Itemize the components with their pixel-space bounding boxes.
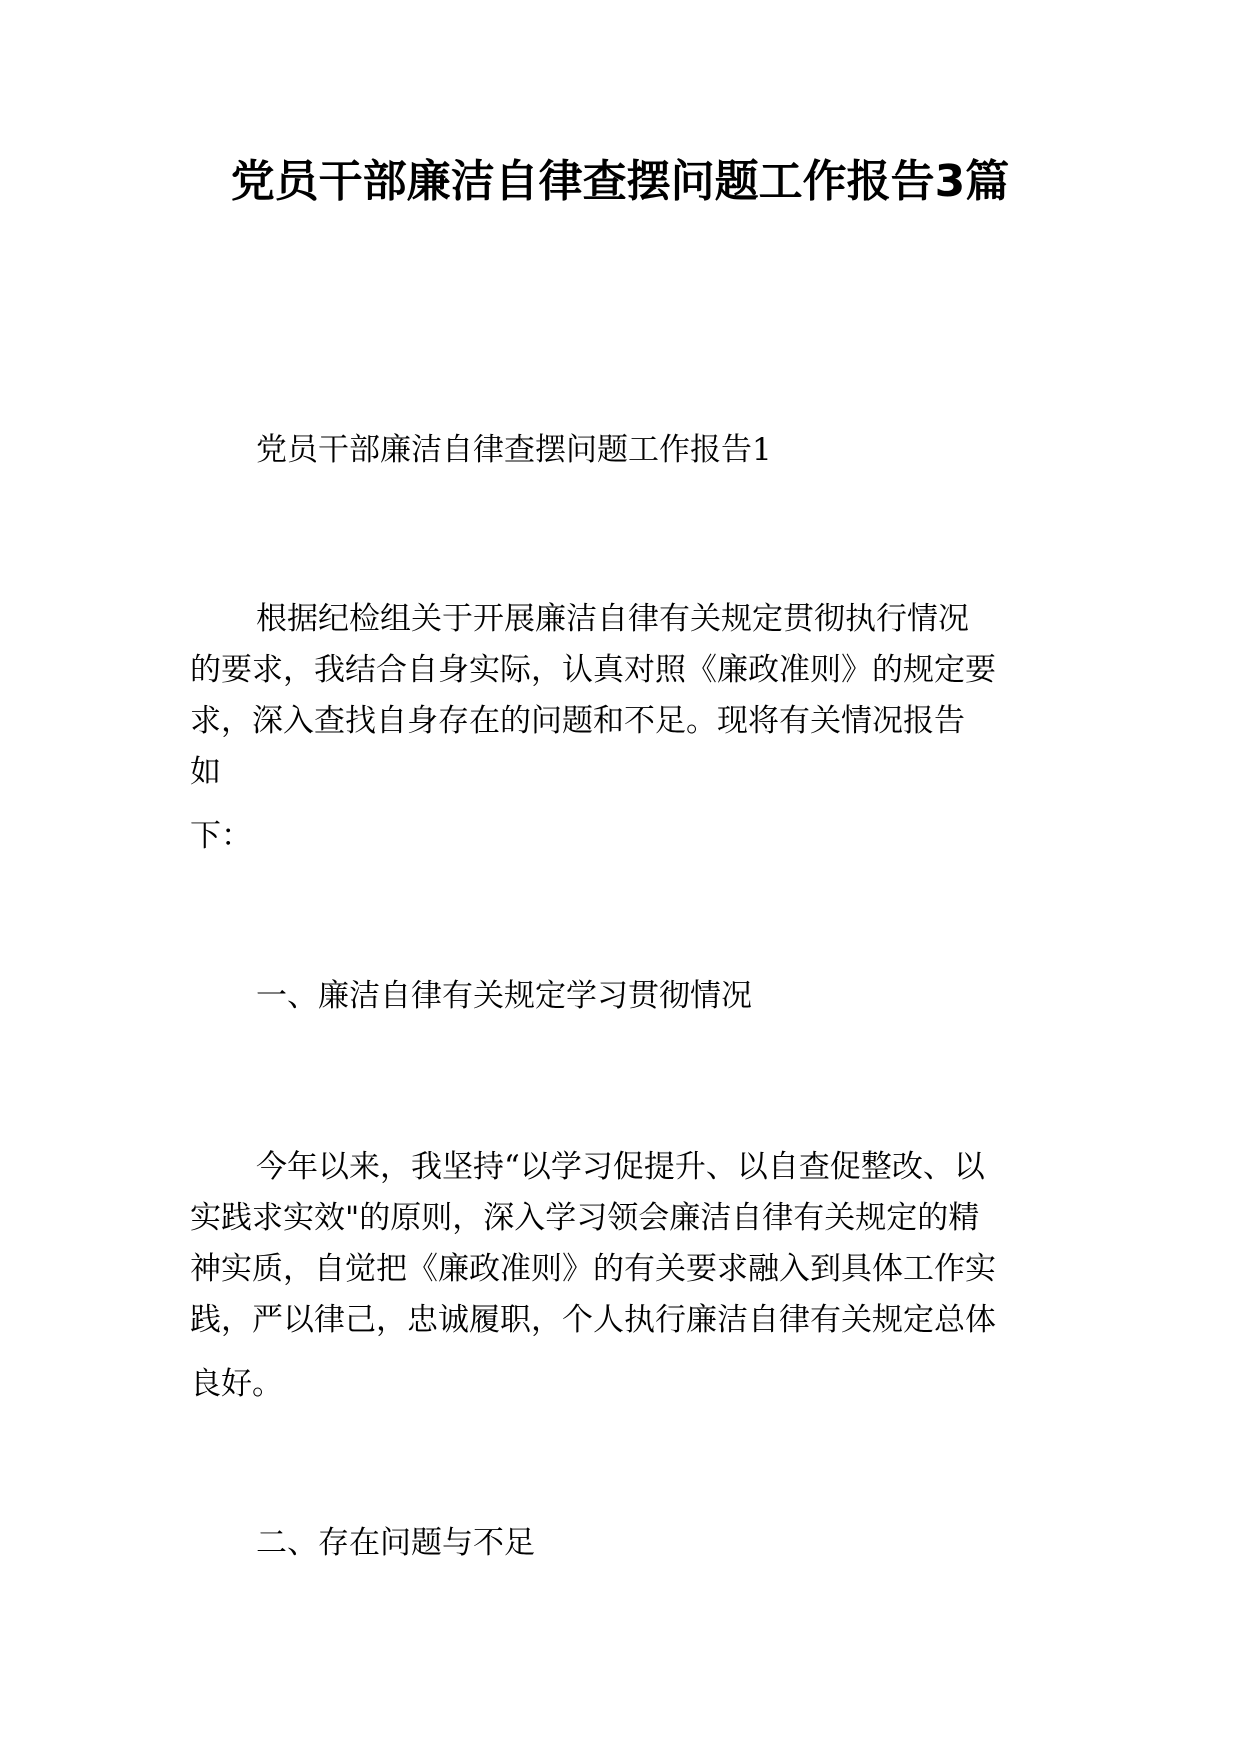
intro-line-4: 如 [190,754,221,790]
section-2-heading: 二、存在问题与不足 [256,1525,535,1561]
intro-line-3: 求，深入查找自身存在的问题和不足。现将有关情况报告 [190,703,965,739]
report-subtitle: 党员干部廉洁自律查摆问题工作报告1 [256,432,772,468]
intro-line-5: 下： [190,818,252,854]
section-1-line-4: 践，严以律己，忠诚履职，个人执行廉洁自律有关规定总体 [190,1302,996,1338]
intro-line-1: 根据纪检组关于开展廉洁自律有关规定贯彻执行情况 [256,601,969,637]
document-title: 党员干部廉洁自律查摆问题工作报告3篇 [230,156,1010,207]
section-1-line-5: 良好。 [190,1366,283,1402]
section-1-line-2: 实践求实效"的原则，深入学习领会廉洁自律有关规定的精 [190,1200,980,1236]
section-1-heading: 一、廉洁自律有关规定学习贯彻情况 [256,978,752,1014]
section-1-line-1: 今年以来，我坚持“以学习促提升、以自查促整改、以 [256,1149,985,1185]
intro-line-2: 的要求，我结合自身实际，认真对照《廉政准则》的规定要 [190,652,996,688]
section-1-line-3: 神实质，自觉把《廉政准则》的有关要求融入到具体工作实 [190,1251,996,1287]
